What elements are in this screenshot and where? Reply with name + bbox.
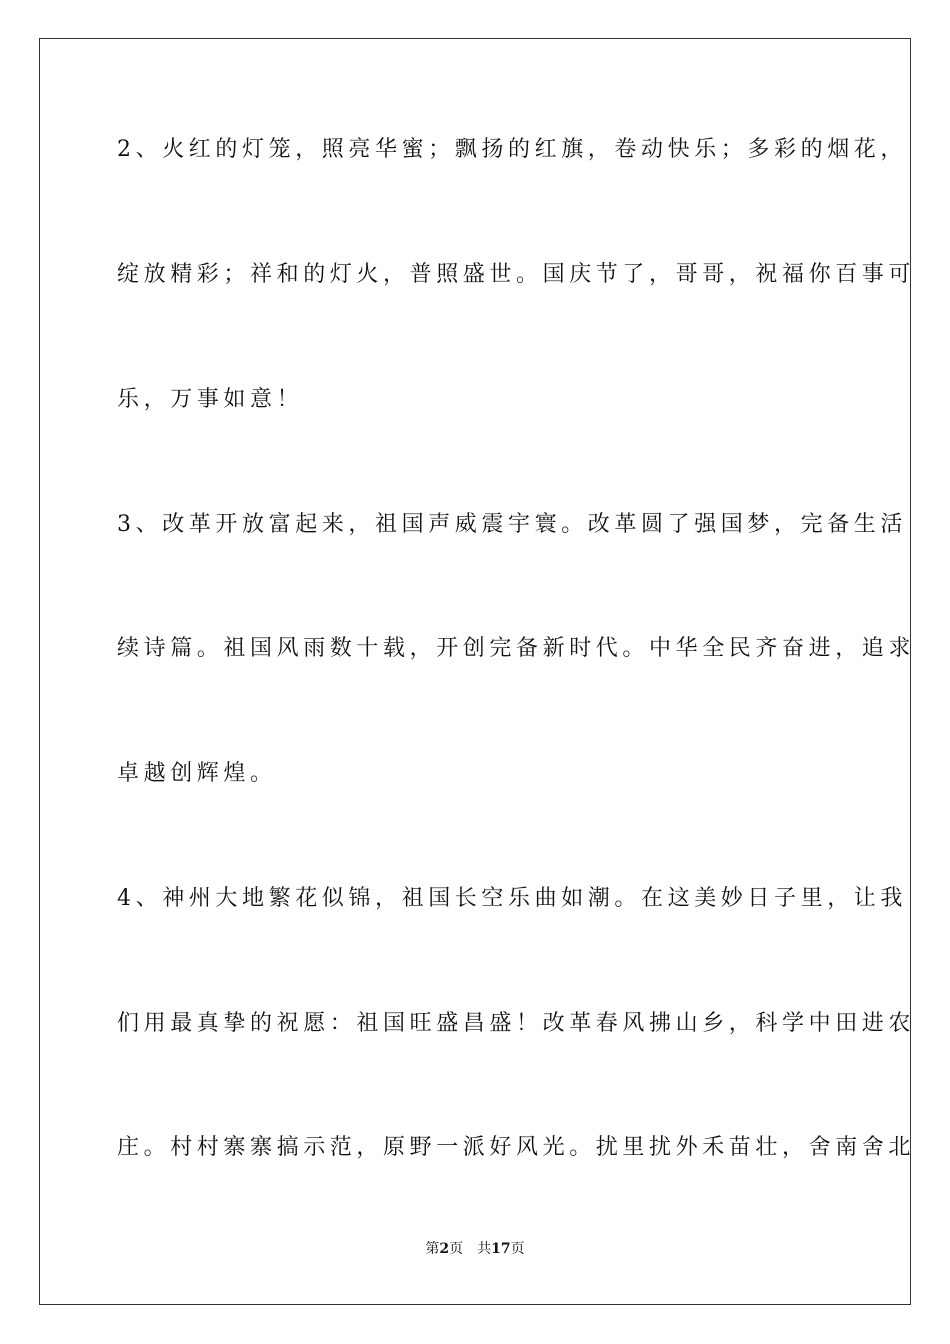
text-line: 庄。村村寨寨搞示范，原野一派好风光。扰里扰外禾苗壮，舍南舍北 [117, 1135, 916, 1160]
text-line: 续诗篇。祖国风雨数十载，开创完备新时代。中华全民齐奋进，追求 [117, 636, 916, 661]
total-pages-indicator: 共17页 [477, 1241, 525, 1257]
total-pages-number: 17 [491, 1241, 511, 1257]
page-footer [0, 1240, 950, 1258]
text-line: 们用最真挚的祝愿：祖国旺盛昌盛！改革春风拂山乡，科学中田进农 [117, 1011, 916, 1036]
text-line: 4、神州大地繁花似锦，祖国长空乐曲如潮。在这美妙日子里，让我 [117, 886, 907, 911]
text-line: 3、改革开放富起来，祖国声威震宇寰。改革圆了强国梦，完备生活 [117, 512, 907, 537]
text-line: 绽放精彩；祥和的灯火，普照盛世。国庆节了，哥哥，祝福你百事可 [117, 262, 916, 287]
page-border [39, 38, 916, 1305]
text-line: 卓越创辉煌。 [117, 761, 277, 786]
text-line: 乐，万事如意！ [117, 387, 304, 412]
current-page-number: 2 [439, 1241, 450, 1257]
page-indicator: 第2页 [425, 1241, 464, 1257]
text-line: 2、火红的灯笼，照亮华蜜；飘扬的红旗，卷动快乐；多彩的烟花， [117, 137, 907, 162]
